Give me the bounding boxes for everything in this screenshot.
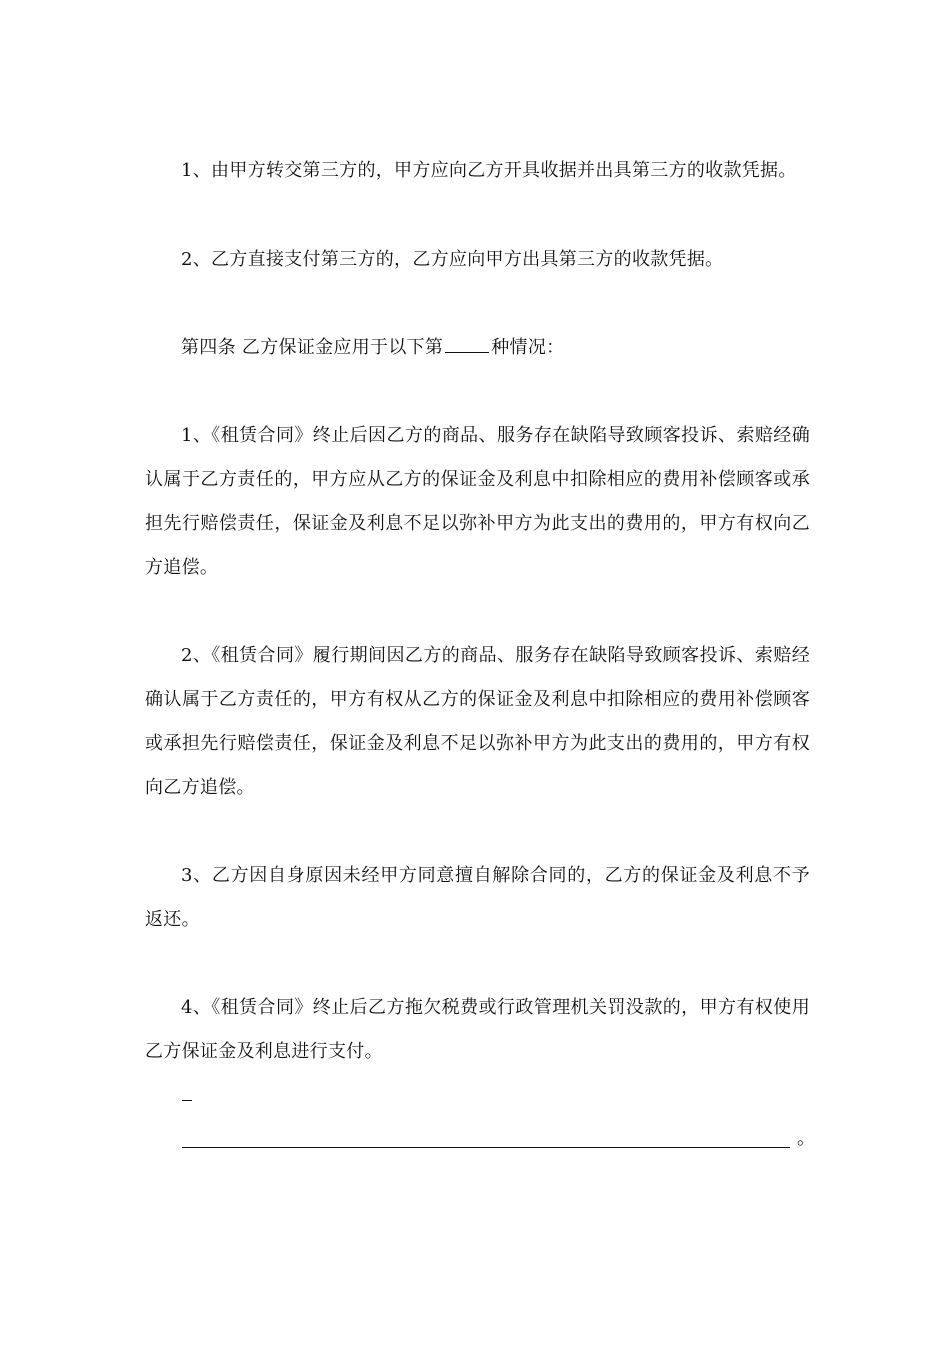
fill-in-line[interactable] bbox=[182, 1147, 790, 1148]
article-four-prefix: 第四条 乙方保证金应用于以下第 bbox=[181, 337, 444, 358]
article-four-suffix: 种情况： bbox=[491, 337, 565, 358]
end-period: 。 bbox=[797, 1128, 815, 1149]
clause-2: 2、《租赁合同》履行期间因乙方的商品、服务存在缺陷导致顾客投诉、索赔经确认属于乙方责任的，甲方有权从乙方的保证金及利息中扣除相应的费用补偿顾客或承担先行赔偿责任，保证金及利息不足以弥补甲方为此支出的费用的，甲方有权向乙方追偿。 bbox=[145, 645, 810, 798]
fill-in-blank[interactable] bbox=[445, 334, 489, 353]
clause-3: 3、乙方因自身原因未经甲方同意擅自解除合同的，乙方的保证金及利息不予返还。 bbox=[145, 865, 810, 930]
paragraph-transfer-third-party: 1、由甲方转交第三方的，甲方应向乙方开具收据并出具第三方的收款凭据。 bbox=[181, 160, 797, 181]
article-four-heading bbox=[145, 326, 810, 370]
clause-1: 1、《租赁合同》终止后因乙方的商品、服务存在缺陷导致顾客投诉、索赔经确认属于乙方责任的，甲方应从乙方的保证金及利息中扣除相应的费用补偿顾客或承担先行赔偿责任，保证金及利息不足以弥补甲方为此支出的费用的，甲方有权向乙方追偿。 bbox=[145, 425, 810, 578]
clause-4: 4、《租赁合同》终止后乙方拖欠税费或行政管理机关罚没款的，甲方有权使用乙方保证金及利息进行支付。 bbox=[145, 997, 810, 1062]
short-dash bbox=[182, 1100, 192, 1101]
paragraph-direct-payment: 2、乙方直接支付第三方的，乙方应向甲方出具第三方的收款凭据。 bbox=[181, 249, 724, 270]
